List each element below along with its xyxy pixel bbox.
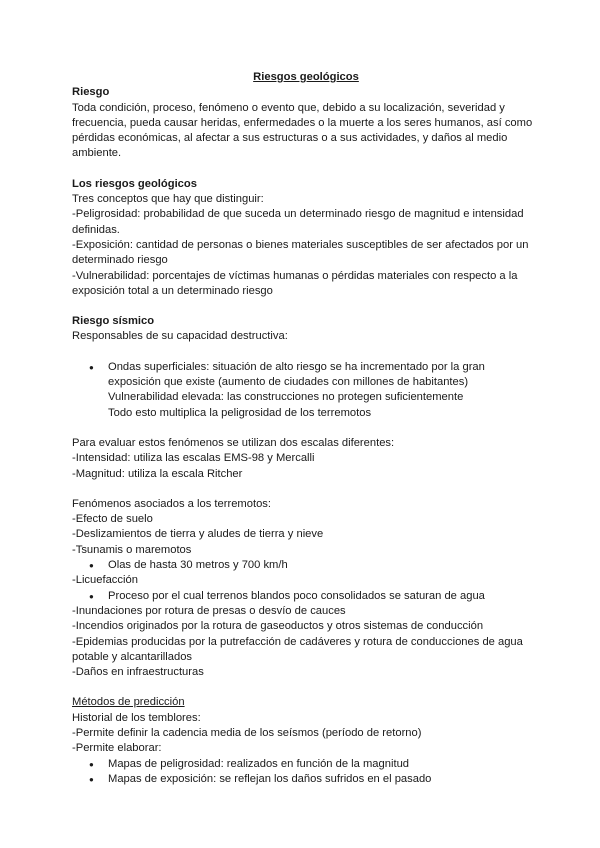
geologicos-intro: Tres conceptos que hay que distinguir: xyxy=(72,193,264,206)
sismico-intro: Responsables de su capacidad destructiva: xyxy=(72,330,288,343)
prediccion-heading: Métodos de predicción xyxy=(72,696,185,709)
list-item-continuation: Vulnerabilidad elevada: las construcciones no protegen suficientemente xyxy=(108,391,464,404)
escalas-intro: Para evaluar estos fenómenos se utilizan dos escalas diferentes: xyxy=(72,436,395,449)
fenomeno-item: -Incendios originados por la rotura de gaseoductos y otros sistemas de conducción xyxy=(72,620,484,633)
prediccion-permite-elaborar: -Permite elaborar: xyxy=(72,742,162,755)
riesgo-heading: Riesgo xyxy=(72,86,110,99)
fenomenos-intro: Fenómenos asociados a los terremotos: xyxy=(72,497,271,510)
fenomeno-item: -Licuefacción xyxy=(72,574,138,587)
list-item: ● Olas de hasta 30 metros y 700 km/h xyxy=(72,558,540,573)
fenomeno-item: -Tsunamis o maremotos xyxy=(72,543,192,556)
sismico-heading: Riesgo sísmico xyxy=(72,315,155,328)
escala-magnitud: -Magnitud: utiliza la escala Ritcher xyxy=(72,467,243,480)
fenomeno-item: -Epidemias producidas por la putrefacción de cadáveres y rotura de conducciones de agua potable y alcantarillados xyxy=(72,635,523,663)
list-item: ● Mapas de exposición: se reflejan los daños sufridos en el pasado xyxy=(72,772,540,787)
page-title: Riesgos geológicos xyxy=(253,71,359,83)
fenomeno-item: -Daños en infraestructuras xyxy=(72,666,204,679)
fenomeno-item: -Inundaciones por rotura de presas o desvío de cauces xyxy=(72,604,346,617)
concept-vulnerabilidad: -Vulnerabilidad: porcentajes de víctimas humanas o pérdidas materiales con respecto a la exposición total a un determinado riesgo xyxy=(72,269,518,297)
list-item: ● Proceso por el cual terrenos blandos poco consolidados se saturan de agua xyxy=(72,589,540,604)
concept-peligrosidad: -Peligrosidad: probabilidad de que suceda un determinado riesgo de magnitud e intensidad definidas. xyxy=(72,208,524,236)
prediccion-historial: Historial de los temblores: xyxy=(72,711,201,724)
concept-exposicion: -Exposición: cantidad de personas o bienes materiales susceptibles de ser afectados por un determinado riesgo xyxy=(72,238,529,267)
geologicos-heading: Los riesgos geológicos xyxy=(72,177,197,190)
list-item: ● Mapas de peligrosidad: realizados en función de la magnitud xyxy=(72,757,540,772)
riesgo-text: Toda condición, proceso, fenómeno o evento que, debido a su localización, severidad y frecuencia, pueda causar heridas, enfermedades o la muerte a los seres humanos, así como pérdidas económicas, al afectar a sus estructuras o a sus actividades, y daños al medio ambiente. xyxy=(72,101,533,160)
fenomeno-item: -Deslizamientos de tierra y aludes de tierra y nieve xyxy=(72,528,324,541)
prediccion-permite-definir: -Permite definir la cadencia media de los seísmos (período de retorno) xyxy=(72,726,422,739)
fenomeno-item: -Efecto de suelo xyxy=(72,513,153,526)
list-item: ● Ondas superficiales: situación de alto riesgo se ha incrementado por la gran exposición que existe (aumento de ciudades con millones de habitantes) xyxy=(72,360,540,391)
escala-intensidad: -Intensidad: utiliza las escalas EMS-98 y Mercalli xyxy=(72,452,315,465)
list-item-continuation: Todo esto multiplica la peligrosidad de los terremotos xyxy=(108,406,372,419)
